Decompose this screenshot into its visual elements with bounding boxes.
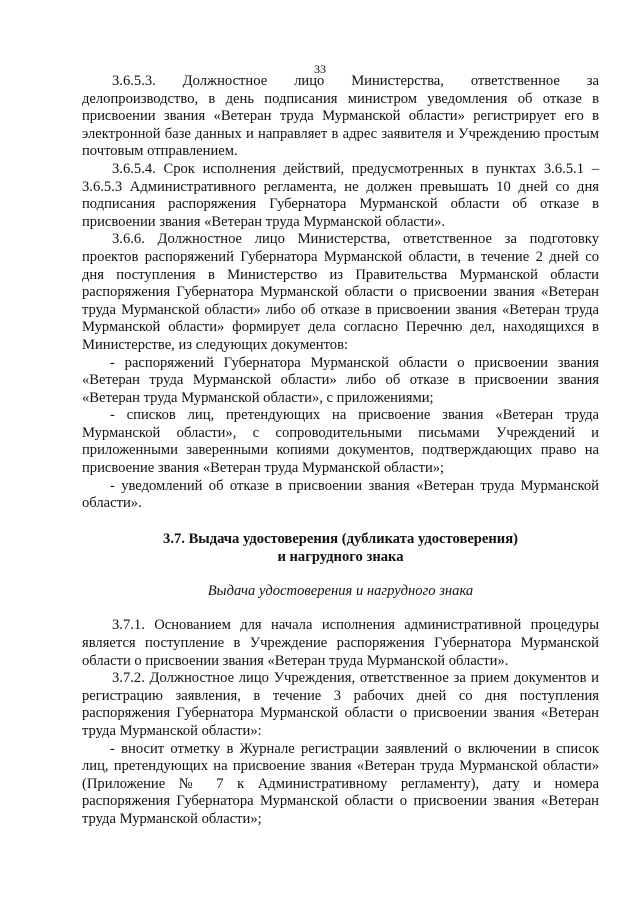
page-number: 33	[314, 62, 326, 76]
paragraph-3-7-2: 3.7.2. Должностное лицо Учреждения, ответственное за прием документов и регистрацию заявления, в течение 3 рабочих дней со дня поступления распоряжения Губернатора Мурманской области о присвоении звания «Ветеран труда Мурманской области»:	[82, 670, 599, 739]
paragraph-3-6-6: 3.6.6. Должностное лицо Министерства, ответственное за подготовку проектов распоряжений Губернатора Мурманской области, в течение 2 дней со дня поступления в Министерство из Правительства Мурманской области распоряжения Губернатора Мурманской области о присвоении звания «Ветеран труда Мурманской области» либо об отказе в присвоении звания «Ветеран труда Мурманской области» формирует дела согласно Перечню дел, находящихся в Министерстве, из следующих документов:	[82, 231, 599, 353]
paragraph-3-6-5-4: 3.6.5.4. Срок исполнения действий, предусмотренных в пунктах 3.6.5.1 – 3.6.5.3 Административного регламента, не должен превышать 10 дней со дня подписания распоряжения Губернатора Мурманской области об отказе в присвоении звания «Ветеран труда Мурманской области».	[82, 160, 599, 230]
list-item-notices: - уведомлений об отказе в присвоении звания «Ветеран труда Мурманской области».	[82, 477, 599, 512]
list-item-journal: - вносит отметку в Журнале регистрации заявлений о включении в список лиц, претендующих на присвоение звания «Ветеран труда Мурманской области» (Приложение № 7 к Административному регламенту), дату и номера распоряжения Губернатора Мурманской области о присвоении звания «Ветеран труда Мурманской области»;	[82, 740, 599, 827]
paragraph-3-6-5-3: 3.6.5.3. Должностное лицо Министерства, ответственное за делопроизводство, в день подписания министром уведомления об отказе в присвоении звания «Ветеран труда Мурманской области» регистрирует его в электронной базе данных и направляет в адрес заявителя и Учреждению простым почтовым отправлением.	[82, 73, 599, 160]
page-body	[82, 73, 599, 829]
subheading: Выдача удостоверения и нагрудного знака	[207, 582, 474, 599]
section-heading-line-2: и нагрудного знака	[277, 548, 404, 565]
section-heading	[82, 530, 599, 566]
paragraph-3-7-1: 3.7.1. Основанием для начала исполнения административной процедуры является поступление в Учреждение распоряжения Губернатора Мурманской области о присвоении звания «Ветеран труда Мурманской области».	[82, 617, 599, 669]
section-heading-line-1: 3.7. Выдача удостоверения (дубликата удостоверения)	[163, 530, 518, 547]
list-item-orders: - распоряжений Губернатора Мурманской области о присвоении звания «Ветеран труда Мурманской области» либо об отказе в присвоении звания «Ветеран труда Мурманской области», с приложениями;	[82, 354, 599, 406]
list-item-lists: - списков лиц, претендующих на присвоение звания «Ветеран труда Мурманской области», с сопроводительными письмами Учреждений и приложенными заверенными копиями документов, подтверждающих право на присвоение звания «Ветеран труда Мурманской области»;	[82, 407, 599, 477]
